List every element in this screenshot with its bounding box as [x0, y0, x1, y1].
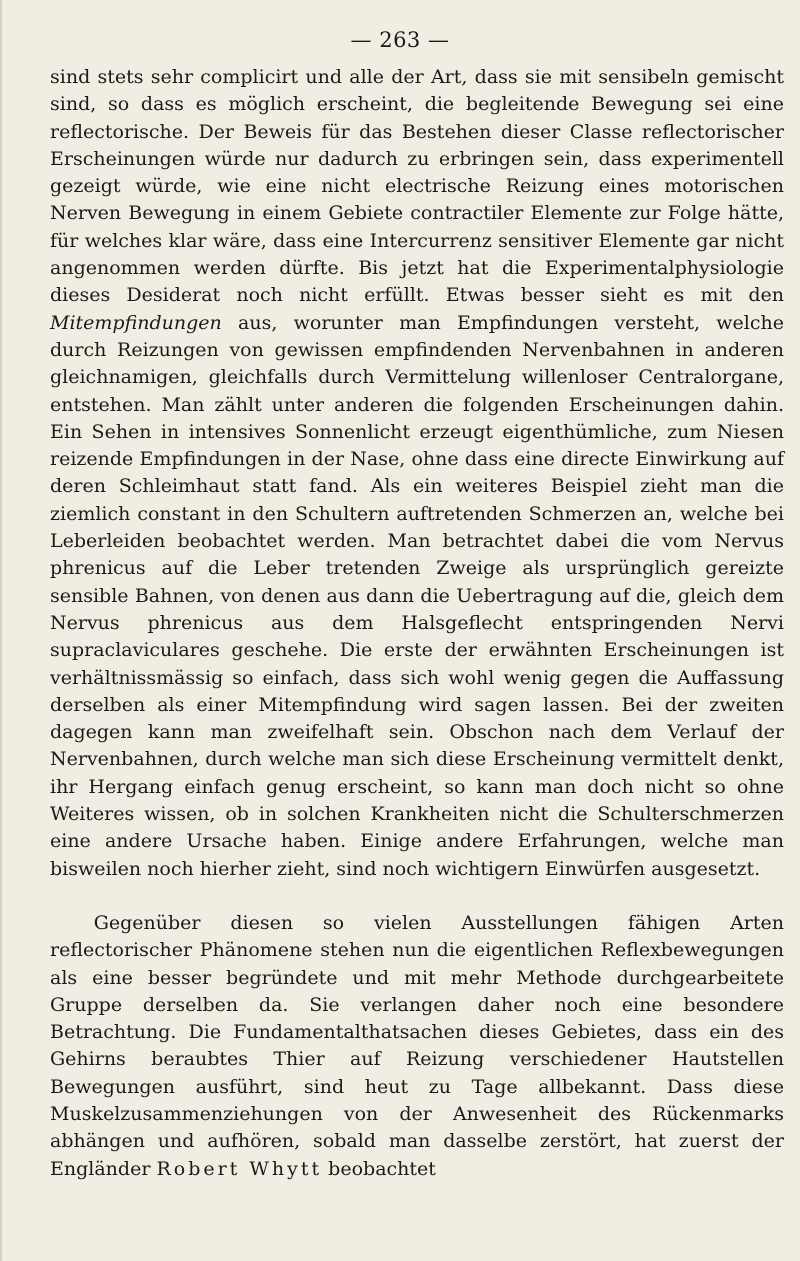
paragraph-text: beobachtet — [322, 1157, 436, 1180]
body-text — [50, 64, 784, 1183]
paragraph-text: Gegenüber diesen so vielen Ausstellungen fähigen Arten reflectorischer Phänomene stehen nun die eigentlichen Reflexbewegungen als eine besser begründete und mit mehr Methode durchgearbeitete Gruppe derselben da. Sie verlangen daher noch eine besondere Betrachtung. Die Fundamentalthatsachen dieses Gebietes, dass ein des Gehirns beraubtes Thier auf Reizung verschiedener Hautstellen Bewegungen ausführt, sind heut zu Tage allbekannt. Dass diese Muskelzusammenziehungen von der Anwesenheit des Rückenmarks abhängen und aufhören, sobald man dasselbe zerstört, hat zuerst der Engländer — [50, 911, 784, 1180]
paragraph-text: sind stets sehr complicirt und alle der Art, dass sie mit sensibeln gemischt sind, so dass es möglich erscheint, die begleitende Bewegung sei eine reflectorische. Der Beweis für das Bestehen dieser Classe reflectorischer Erscheinungen würde nur dadurch zu erbringen sein, dass experimentell gezeigt würde, wie eine nicht electrische Reizung eines motorischen Nerven Bewegung in einem Gebiete contractiler Elemente zur Folge hätte, für welches klar wäre, dass eine Intercurrenz sensitiver Elemente gar nicht angenommen werden dürfte. Bis jetzt hat die Experimentalphysiologie dieses Desiderat noch nicht erfüllt. Etwas besser sieht es mit den — [50, 66, 784, 307]
page-number-header: — 263 — — [350, 28, 450, 52]
page-edge-shadow — [0, 0, 3, 1261]
emphasis-term: Mitempfindungen — [50, 311, 222, 334]
paragraph-continuation — [50, 64, 784, 883]
spaced-name: Robert Whytt — [156, 1157, 323, 1180]
paragraph — [50, 910, 784, 1183]
paragraph-text: aus, worunter man Empfindungen versteht, welche durch Reizungen von gewissen empfindenden Nervenbahnen in anderen gleichnamigen, gleichfalls durch Vermittelung willenloser Centralorgane, entstehen. Man zählt unter anderen die folgenden Erscheinungen dahin. Ein Sehen in intensives Sonnenlicht erzeugt eigenthümliche, zum Niesen reizende Empfindungen in der Nase, ohne dass eine directe Einwirkung auf deren Schleimhaut statt fand. Als ein weiteres Beispiel zieht man die ziemlich constant in den Schultern auftretenden Schmerzen an, welche bei Leberleiden beobachtet werden. Man betrachtet dabei die vom Nervus phrenicus auf die Leber tretenden Zweige als ursprünglich gereizte sensible Bahnen, von denen aus dann die Uebertragung auf die, gleich dem Nervus phrenicus aus dem Halsgeflecht entspringenden Nervi supraclaviculares geschehe. Die erste der erwähnten Erscheinungen ist verhältnissmässig so einfach, dass sich wohl wenig gegen die Auffassung derselben als einer Mitempfindung wird sagen lassen. Bei der zweiten dagegen kann man zweifelhaft sein. Obschon nach dem Verlauf der Nervenbahnen, durch welche man sich diese Erscheinung vermittelt denkt, ihr Hergang einfach genug erscheint, so kann man doch nicht so ohne Weiteres wissen, ob in solchen Krankheiten nicht die Schulterschmerzen eine andere Ursache haben. Einige andere Erfahrungen, welche man bisweilen noch hierher zieht, sind noch wichtigern Einwürfen ausgesetzt. — [50, 311, 784, 880]
